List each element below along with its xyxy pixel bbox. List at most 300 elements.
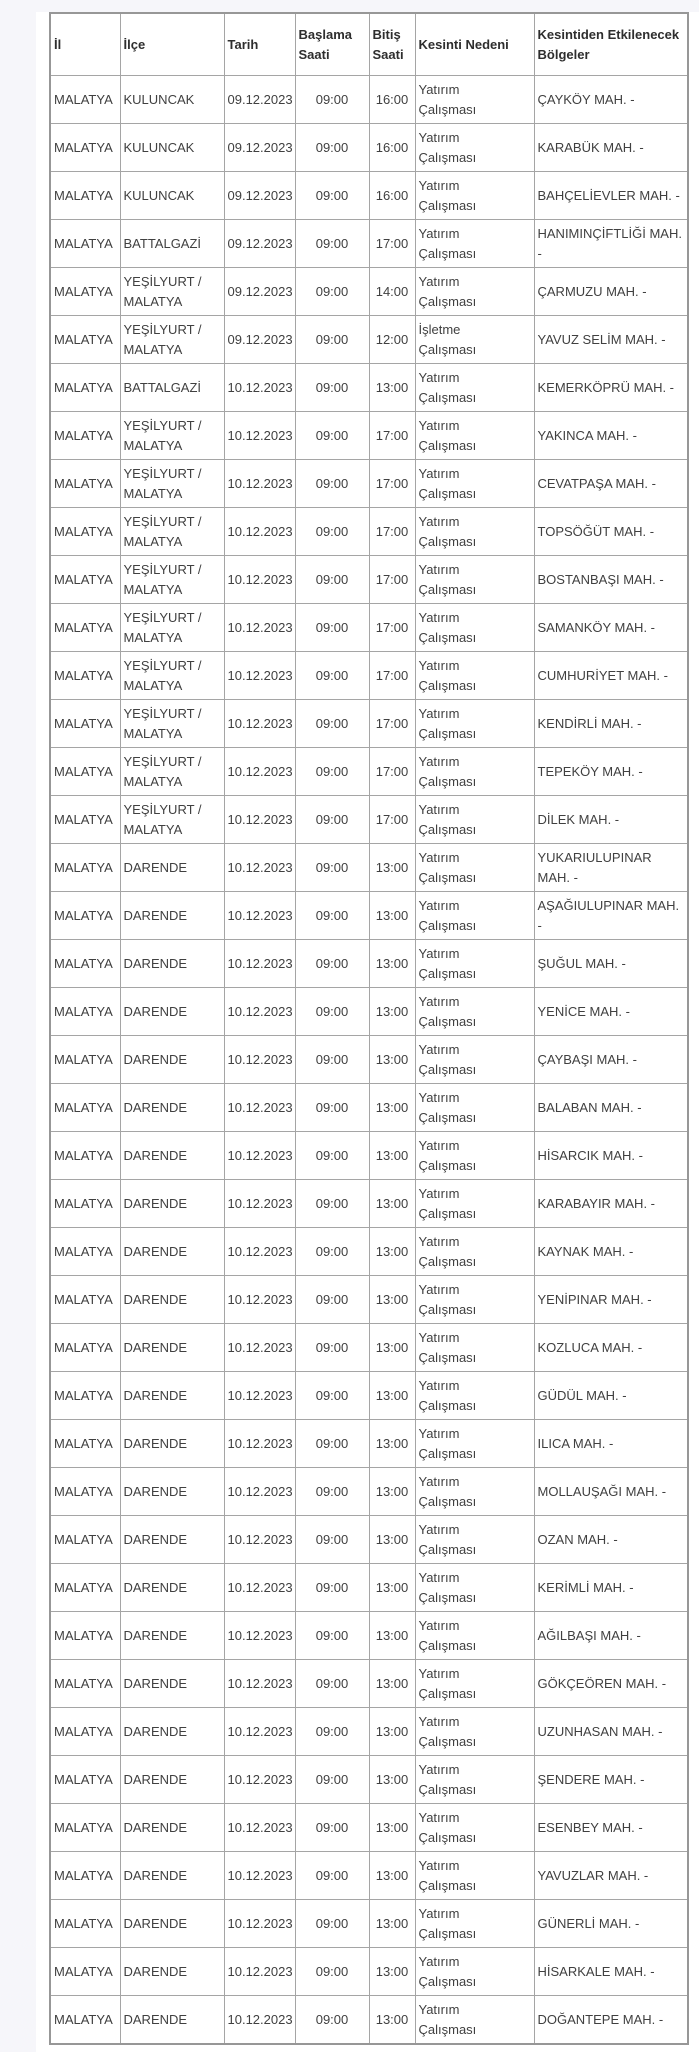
cell-il: MALATYA	[50, 556, 120, 604]
cell-neden: Yatırım Çalışması	[415, 556, 534, 604]
cell-tarih: 10.12.2023	[224, 1324, 295, 1372]
cell-bolgeler: YAVUZLAR MAH. -	[534, 1852, 688, 1900]
cell-tarih: 09.12.2023	[224, 268, 295, 316]
power-outage-table	[49, 12, 689, 2045]
table-row	[50, 1996, 688, 2045]
cell-bitis: 17:00	[369, 508, 415, 556]
cell-il: MALATYA	[50, 76, 120, 124]
cell-baslama: 09:00	[295, 412, 369, 460]
cell-bolgeler: GÖKÇEÖREN MAH. -	[534, 1660, 688, 1708]
cell-bitis: 13:00	[369, 1420, 415, 1468]
cell-ilce: DARENDE	[120, 1564, 224, 1612]
cell-bolgeler: ŞUĞUL MAH. -	[534, 940, 688, 988]
table-row	[50, 1756, 688, 1804]
cell-baslama: 09:00	[295, 1948, 369, 1996]
table-row	[50, 1564, 688, 1612]
table-row	[50, 844, 688, 892]
cell-il: MALATYA	[50, 460, 120, 508]
cell-bolgeler: SAMANKÖY MAH. -	[534, 604, 688, 652]
cell-ilce: DARENDE	[120, 1708, 224, 1756]
table-row	[50, 172, 688, 220]
cell-ilce: KULUNCAK	[120, 172, 224, 220]
column-header-bitis: Bitiş Saati	[369, 13, 415, 76]
cell-bolgeler: BALABAN MAH. -	[534, 1084, 688, 1132]
cell-bitis: 13:00	[369, 1228, 415, 1276]
cell-neden: Yatırım Çalışması	[415, 604, 534, 652]
cell-tarih: 10.12.2023	[224, 1804, 295, 1852]
table-row	[50, 988, 688, 1036]
cell-il: MALATYA	[50, 508, 120, 556]
cell-ilce: KULUNCAK	[120, 76, 224, 124]
table-row	[50, 940, 688, 988]
cell-bitis: 13:00	[369, 1084, 415, 1132]
cell-tarih: 10.12.2023	[224, 652, 295, 700]
cell-bitis: 13:00	[369, 1996, 415, 2045]
cell-neden: Yatırım Çalışması	[415, 76, 534, 124]
table-row	[50, 220, 688, 268]
cell-baslama: 09:00	[295, 124, 369, 172]
cell-baslama: 09:00	[295, 1132, 369, 1180]
cell-il: MALATYA	[50, 1228, 120, 1276]
cell-baslama: 09:00	[295, 268, 369, 316]
cell-baslama: 09:00	[295, 1660, 369, 1708]
cell-ilce: DARENDE	[120, 940, 224, 988]
cell-neden: Yatırım Çalışması	[415, 1036, 534, 1084]
cell-tarih: 10.12.2023	[224, 1852, 295, 1900]
page-top-margin	[0, 0, 699, 12]
cell-il: MALATYA	[50, 604, 120, 652]
cell-neden: Yatırım Çalışması	[415, 268, 534, 316]
cell-tarih: 10.12.2023	[224, 892, 295, 940]
cell-ilce: DARENDE	[120, 1276, 224, 1324]
column-header-baslama: Başlama Saati	[295, 13, 369, 76]
cell-tarih: 09.12.2023	[224, 220, 295, 268]
cell-tarih: 10.12.2023	[224, 1660, 295, 1708]
cell-bolgeler: YENİCE MAH. -	[534, 988, 688, 1036]
table-row	[50, 364, 688, 412]
cell-il: MALATYA	[50, 748, 120, 796]
cell-ilce: DARENDE	[120, 1324, 224, 1372]
cell-ilce: YEŞİLYURT / MALATYA	[120, 412, 224, 460]
cell-bolgeler: ESENBEY MAH. -	[534, 1804, 688, 1852]
cell-neden: Yatırım Çalışması	[415, 364, 534, 412]
cell-bolgeler: YUKARIULUPINAR MAH. -	[534, 844, 688, 892]
cell-bolgeler: KAYNAK MAH. -	[534, 1228, 688, 1276]
cell-tarih: 10.12.2023	[224, 604, 295, 652]
cell-ilce: YEŞİLYURT / MALATYA	[120, 700, 224, 748]
cell-tarih: 10.12.2023	[224, 1420, 295, 1468]
cell-ilce: DARENDE	[120, 844, 224, 892]
cell-baslama: 09:00	[295, 892, 369, 940]
cell-ilce: DARENDE	[120, 1180, 224, 1228]
cell-ilce: DARENDE	[120, 1468, 224, 1516]
cell-il: MALATYA	[50, 268, 120, 316]
cell-bolgeler: UZUNHASAN MAH. -	[534, 1708, 688, 1756]
cell-ilce: BATTALGAZİ	[120, 364, 224, 412]
cell-neden: Yatırım Çalışması	[415, 1372, 534, 1420]
cell-bitis: 13:00	[369, 1516, 415, 1564]
cell-il: MALATYA	[50, 1324, 120, 1372]
table-row	[50, 1324, 688, 1372]
cell-il: MALATYA	[50, 1852, 120, 1900]
cell-bitis: 14:00	[369, 268, 415, 316]
table-row	[50, 556, 688, 604]
table-row	[50, 268, 688, 316]
cell-baslama: 09:00	[295, 556, 369, 604]
cell-baslama: 09:00	[295, 796, 369, 844]
cell-bitis: 12:00	[369, 316, 415, 364]
cell-neden: Yatırım Çalışması	[415, 1852, 534, 1900]
cell-ilce: DARENDE	[120, 1804, 224, 1852]
column-header-tarih: Tarih	[224, 13, 295, 76]
cell-bolgeler: KARABÜK MAH. -	[534, 124, 688, 172]
cell-ilce: YEŞİLYURT / MALATYA	[120, 748, 224, 796]
table-row	[50, 1468, 688, 1516]
cell-bolgeler: BOSTANBAŞI MAH. -	[534, 556, 688, 604]
cell-ilce: DARENDE	[120, 1036, 224, 1084]
cell-tarih: 10.12.2023	[224, 1708, 295, 1756]
cell-bitis: 13:00	[369, 844, 415, 892]
table-row	[50, 1372, 688, 1420]
table-row	[50, 316, 688, 364]
cell-ilce: YEŞİLYURT / MALATYA	[120, 796, 224, 844]
cell-bitis: 16:00	[369, 172, 415, 220]
cell-baslama: 09:00	[295, 844, 369, 892]
table-row	[50, 1228, 688, 1276]
cell-il: MALATYA	[50, 1468, 120, 1516]
cell-ilce: DARENDE	[120, 1420, 224, 1468]
table-row	[50, 1420, 688, 1468]
cell-bolgeler: ÇAYKÖY MAH. -	[534, 76, 688, 124]
cell-tarih: 09.12.2023	[224, 76, 295, 124]
table-row	[50, 700, 688, 748]
table-row	[50, 412, 688, 460]
table-row	[50, 892, 688, 940]
cell-tarih: 10.12.2023	[224, 1228, 295, 1276]
cell-tarih: 10.12.2023	[224, 1180, 295, 1228]
table-row	[50, 1276, 688, 1324]
cell-bitis: 17:00	[369, 220, 415, 268]
table-row	[50, 652, 688, 700]
cell-il: MALATYA	[50, 1612, 120, 1660]
cell-bolgeler: AĞILBAŞI MAH. -	[534, 1612, 688, 1660]
cell-neden: Yatırım Çalışması	[415, 1948, 534, 1996]
cell-bitis: 13:00	[369, 1708, 415, 1756]
cell-baslama: 09:00	[295, 652, 369, 700]
cell-ilce: DARENDE	[120, 1900, 224, 1948]
cell-bolgeler: CEVATPAŞA MAH. -	[534, 460, 688, 508]
table-header-row	[50, 13, 688, 76]
cell-tarih: 10.12.2023	[224, 988, 295, 1036]
cell-bitis: 13:00	[369, 1612, 415, 1660]
cell-ilce: DARENDE	[120, 1852, 224, 1900]
cell-il: MALATYA	[50, 700, 120, 748]
cell-bitis: 13:00	[369, 1372, 415, 1420]
cell-bitis: 13:00	[369, 364, 415, 412]
cell-neden: Yatırım Çalışması	[415, 1468, 534, 1516]
cell-bolgeler: DOĞANTEPE MAH. -	[534, 1996, 688, 2045]
cell-tarih: 10.12.2023	[224, 364, 295, 412]
cell-bitis: 16:00	[369, 76, 415, 124]
cell-ilce: DARENDE	[120, 1084, 224, 1132]
cell-bitis: 13:00	[369, 1468, 415, 1516]
cell-tarih: 10.12.2023	[224, 1564, 295, 1612]
cell-baslama: 09:00	[295, 604, 369, 652]
cell-neden: Yatırım Çalışması	[415, 508, 534, 556]
cell-bitis: 17:00	[369, 700, 415, 748]
cell-tarih: 10.12.2023	[224, 1132, 295, 1180]
cell-baslama: 09:00	[295, 1324, 369, 1372]
table-row	[50, 1948, 688, 1996]
cell-bitis: 13:00	[369, 892, 415, 940]
cell-bitis: 13:00	[369, 1948, 415, 1996]
cell-il: MALATYA	[50, 1276, 120, 1324]
cell-neden: Yatırım Çalışması	[415, 460, 534, 508]
column-header-ilce: İlçe	[120, 13, 224, 76]
cell-il: MALATYA	[50, 1084, 120, 1132]
cell-tarih: 10.12.2023	[224, 412, 295, 460]
cell-bitis: 13:00	[369, 988, 415, 1036]
cell-tarih: 10.12.2023	[224, 796, 295, 844]
cell-bitis: 13:00	[369, 1852, 415, 1900]
cell-bitis: 13:00	[369, 1180, 415, 1228]
cell-baslama: 09:00	[295, 460, 369, 508]
table-row	[50, 508, 688, 556]
cell-tarih: 10.12.2023	[224, 1468, 295, 1516]
cell-neden: Yatırım Çalışması	[415, 412, 534, 460]
cell-neden: Yatırım Çalışması	[415, 1900, 534, 1948]
cell-bolgeler: MOLLAUŞAĞI MAH. -	[534, 1468, 688, 1516]
cell-ilce: YEŞİLYURT / MALATYA	[120, 460, 224, 508]
cell-tarih: 10.12.2023	[224, 508, 295, 556]
cell-baslama: 09:00	[295, 1276, 369, 1324]
cell-baslama: 09:00	[295, 988, 369, 1036]
cell-ilce: DARENDE	[120, 1948, 224, 1996]
cell-bolgeler: ŞENDERE MAH. -	[534, 1756, 688, 1804]
cell-neden: Yatırım Çalışması	[415, 796, 534, 844]
cell-ilce: YEŞİLYURT / MALATYA	[120, 652, 224, 700]
cell-baslama: 09:00	[295, 1564, 369, 1612]
table-row	[50, 1180, 688, 1228]
cell-neden: Yatırım Çalışması	[415, 1996, 534, 2045]
cell-neden: Yatırım Çalışması	[415, 220, 534, 268]
cell-neden: Yatırım Çalışması	[415, 1564, 534, 1612]
cell-baslama: 09:00	[295, 508, 369, 556]
cell-il: MALATYA	[50, 124, 120, 172]
cell-neden: Yatırım Çalışması	[415, 172, 534, 220]
cell-il: MALATYA	[50, 1132, 120, 1180]
cell-tarih: 09.12.2023	[224, 316, 295, 364]
cell-bitis: 13:00	[369, 1036, 415, 1084]
cell-neden: İşletme Çalışması	[415, 316, 534, 364]
cell-baslama: 09:00	[295, 700, 369, 748]
cell-neden: Yatırım Çalışması	[415, 1612, 534, 1660]
cell-neden: Yatırım Çalışması	[415, 1516, 534, 1564]
cell-baslama: 09:00	[295, 1468, 369, 1516]
cell-bolgeler: ÇAYBAŞI MAH. -	[534, 1036, 688, 1084]
cell-bitis: 17:00	[369, 748, 415, 796]
cell-il: MALATYA	[50, 316, 120, 364]
cell-baslama: 09:00	[295, 1708, 369, 1756]
cell-baslama: 09:00	[295, 1084, 369, 1132]
cell-neden: Yatırım Çalışması	[415, 1804, 534, 1852]
cell-bolgeler: KEMERKÖPRÜ MAH. -	[534, 364, 688, 412]
cell-ilce: YEŞİLYURT / MALATYA	[120, 316, 224, 364]
cell-baslama: 09:00	[295, 940, 369, 988]
cell-neden: Yatırım Çalışması	[415, 1132, 534, 1180]
cell-il: MALATYA	[50, 1660, 120, 1708]
cell-tarih: 09.12.2023	[224, 124, 295, 172]
cell-il: MALATYA	[50, 1708, 120, 1756]
cell-baslama: 09:00	[295, 1996, 369, 2045]
cell-neden: Yatırım Çalışması	[415, 892, 534, 940]
cell-bolgeler: HİSARKALE MAH. -	[534, 1948, 688, 1996]
cell-il: MALATYA	[50, 652, 120, 700]
cell-bolgeler: KERİMLİ MAH. -	[534, 1564, 688, 1612]
cell-bitis: 17:00	[369, 652, 415, 700]
cell-bitis: 13:00	[369, 1564, 415, 1612]
cell-il: MALATYA	[50, 1756, 120, 1804]
cell-bolgeler: ÇARMUZU MAH. -	[534, 268, 688, 316]
table-row	[50, 1660, 688, 1708]
cell-ilce: DARENDE	[120, 1612, 224, 1660]
cell-tarih: 10.12.2023	[224, 940, 295, 988]
cell-bolgeler: TOPSÖĞÜT MAH. -	[534, 508, 688, 556]
cell-baslama: 09:00	[295, 1756, 369, 1804]
cell-il: MALATYA	[50, 1036, 120, 1084]
cell-neden: Yatırım Çalışması	[415, 1660, 534, 1708]
cell-ilce: DARENDE	[120, 892, 224, 940]
cell-tarih: 10.12.2023	[224, 1084, 295, 1132]
cell-bolgeler: GÜDÜL MAH. -	[534, 1372, 688, 1420]
cell-neden: Yatırım Çalışması	[415, 700, 534, 748]
cell-tarih: 10.12.2023	[224, 556, 295, 604]
cell-il: MALATYA	[50, 940, 120, 988]
cell-neden: Yatırım Çalışması	[415, 748, 534, 796]
table-row	[50, 748, 688, 796]
cell-bitis: 13:00	[369, 1660, 415, 1708]
cell-neden: Yatırım Çalışması	[415, 1708, 534, 1756]
cell-il: MALATYA	[50, 988, 120, 1036]
cell-baslama: 09:00	[295, 1372, 369, 1420]
cell-il: MALATYA	[50, 796, 120, 844]
column-header-il: İl	[50, 13, 120, 76]
cell-tarih: 10.12.2023	[224, 1276, 295, 1324]
table-row	[50, 1084, 688, 1132]
cell-ilce: BATTALGAZİ	[120, 220, 224, 268]
cell-il: MALATYA	[50, 892, 120, 940]
cell-neden: Yatırım Çalışması	[415, 124, 534, 172]
cell-bitis: 13:00	[369, 940, 415, 988]
cell-ilce: DARENDE	[120, 1996, 224, 2045]
cell-bitis: 17:00	[369, 604, 415, 652]
cell-il: MALATYA	[50, 1516, 120, 1564]
cell-bolgeler: CUMHURİYET MAH. -	[534, 652, 688, 700]
cell-ilce: YEŞİLYURT / MALATYA	[120, 604, 224, 652]
cell-neden: Yatırım Çalışması	[415, 940, 534, 988]
cell-bitis: 17:00	[369, 412, 415, 460]
cell-neden: Yatırım Çalışması	[415, 1180, 534, 1228]
table-row	[50, 1612, 688, 1660]
table-row	[50, 124, 688, 172]
cell-il: MALATYA	[50, 220, 120, 268]
cell-baslama: 09:00	[295, 220, 369, 268]
cell-ilce: DARENDE	[120, 1660, 224, 1708]
cell-il: MALATYA	[50, 172, 120, 220]
content-panel	[36, 12, 699, 2052]
cell-ilce: DARENDE	[120, 1516, 224, 1564]
cell-baslama: 09:00	[295, 1612, 369, 1660]
cell-bolgeler: OZAN MAH. -	[534, 1516, 688, 1564]
cell-bitis: 16:00	[369, 124, 415, 172]
cell-tarih: 10.12.2023	[224, 1372, 295, 1420]
cell-tarih: 10.12.2023	[224, 1756, 295, 1804]
cell-baslama: 09:00	[295, 1900, 369, 1948]
cell-bitis: 17:00	[369, 796, 415, 844]
cell-il: MALATYA	[50, 412, 120, 460]
cell-baslama: 09:00	[295, 364, 369, 412]
cell-ilce: DARENDE	[120, 1228, 224, 1276]
table-row	[50, 1036, 688, 1084]
cell-tarih: 10.12.2023	[224, 748, 295, 796]
table-row	[50, 1804, 688, 1852]
cell-baslama: 09:00	[295, 1036, 369, 1084]
cell-il: MALATYA	[50, 1420, 120, 1468]
table-row	[50, 1852, 688, 1900]
cell-ilce: KULUNCAK	[120, 124, 224, 172]
cell-bolgeler: HANIMINÇİFTLİĞİ MAH. -	[534, 220, 688, 268]
cell-neden: Yatırım Çalışması	[415, 844, 534, 892]
cell-neden: Yatırım Çalışması	[415, 1084, 534, 1132]
cell-il: MALATYA	[50, 1948, 120, 1996]
cell-bolgeler: AŞAĞIULUPINAR MAH. -	[534, 892, 688, 940]
cell-neden: Yatırım Çalışması	[415, 652, 534, 700]
cell-il: MALATYA	[50, 1372, 120, 1420]
cell-bitis: 17:00	[369, 460, 415, 508]
cell-ilce: DARENDE	[120, 1756, 224, 1804]
cell-tarih: 10.12.2023	[224, 460, 295, 508]
cell-bolgeler: BAHÇELİEVLER MAH. -	[534, 172, 688, 220]
cell-ilce: YEŞİLYURT / MALATYA	[120, 268, 224, 316]
cell-il: MALATYA	[50, 1996, 120, 2045]
column-header-bolgeler: Kesintiden Etkilenecek Bölgeler	[534, 13, 688, 76]
cell-tarih: 10.12.2023	[224, 700, 295, 748]
cell-bitis: 13:00	[369, 1756, 415, 1804]
cell-bolgeler: DİLEK MAH. -	[534, 796, 688, 844]
cell-neden: Yatırım Çalışması	[415, 1324, 534, 1372]
cell-tarih: 10.12.2023	[224, 1900, 295, 1948]
cell-baslama: 09:00	[295, 1180, 369, 1228]
cell-tarih: 10.12.2023	[224, 1036, 295, 1084]
cell-bitis: 13:00	[369, 1900, 415, 1948]
cell-ilce: DARENDE	[120, 1372, 224, 1420]
cell-ilce: DARENDE	[120, 988, 224, 1036]
cell-tarih: 10.12.2023	[224, 1516, 295, 1564]
cell-il: MALATYA	[50, 1180, 120, 1228]
cell-baslama: 09:00	[295, 1852, 369, 1900]
cell-tarih: 10.12.2023	[224, 1612, 295, 1660]
cell-bolgeler: YAVUZ SELİM MAH. -	[534, 316, 688, 364]
cell-bolgeler: KENDİRLİ MAH. -	[534, 700, 688, 748]
table-row	[50, 796, 688, 844]
table-row	[50, 1132, 688, 1180]
table-row	[50, 76, 688, 124]
table-row	[50, 1516, 688, 1564]
cell-bitis: 13:00	[369, 1804, 415, 1852]
cell-neden: Yatırım Çalışması	[415, 1756, 534, 1804]
cell-il: MALATYA	[50, 1900, 120, 1948]
cell-baslama: 09:00	[295, 76, 369, 124]
